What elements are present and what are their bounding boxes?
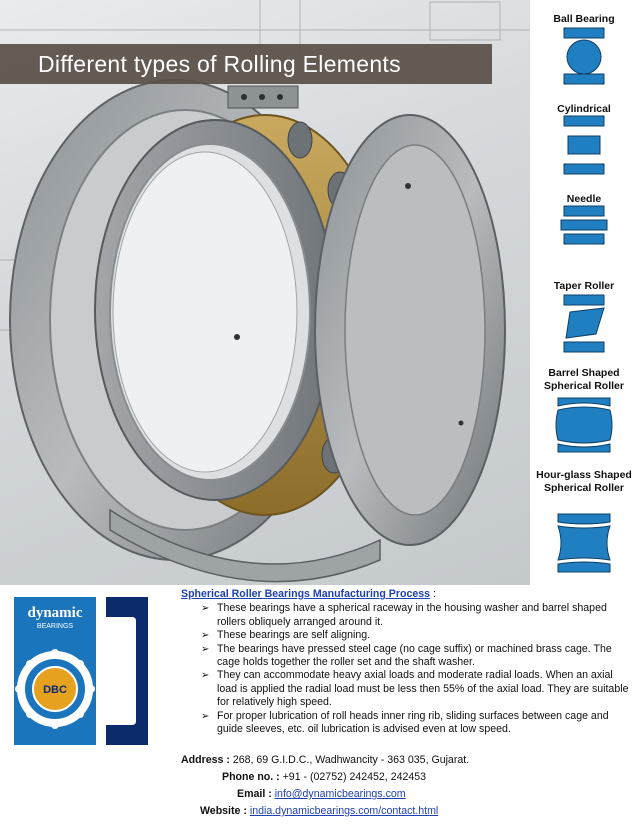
dynamic-bearings-logo (14, 597, 166, 745)
address-line: Address : 268, 69 G.I.D.C., Wadhwancity - 363 035, Gujarat. (181, 754, 470, 766)
phone-line: Phone no. : +91 - (02752) 242452, 242453 (222, 771, 427, 783)
arrow-bullet-icon: ➢ (201, 710, 210, 722)
process-description (181, 588, 633, 736)
svg-text:BEARINGS: BEARINGS (36, 623, 74, 630)
needle-roller-icon (530, 205, 638, 245)
label-hourglass-roller: Hour-glass Shaped Spherical Roller (536, 469, 632, 494)
label-taper-roller: Taper Roller (553, 280, 615, 292)
page-title-banner: Different types of Rolling Elements (0, 44, 492, 84)
list-item: ➢ The bearings have pressed steel cage (no cage suffix) or machined brass cage. The cage holds together the roller set and the shaft washer. (201, 642, 612, 669)
website-line: Website : india.dynamicbearings.com/contact.html (200, 805, 439, 817)
arrow-bullet-icon: ➢ (201, 643, 210, 655)
list-item: ➢ These bearings have a spherical raceway in the housing washer and barrel shaped rollers obliquely arranged around it. (201, 602, 607, 628)
process-heading-line (181, 588, 633, 601)
barrel-roller-icon (530, 396, 638, 454)
svg-text:DBC: DBC (43, 684, 67, 696)
process-points-list (181, 602, 633, 736)
arrow-bullet-icon: ➢ (201, 630, 210, 642)
svg-text:dynamic: dynamic (27, 605, 83, 621)
arrow-bullet-icon: ➢ (201, 670, 210, 682)
list-item: ➢ For proper lubrication of roll heads inner ring rib, sliding surfaces between cage and guide sleeves, etc. oil lubrication is advised even at low speed. (201, 709, 609, 736)
cylindrical-roller-icon (530, 114, 638, 176)
label-needle: Needle (566, 193, 602, 205)
email-link[interactable]: info@dynamicbearings.com (274, 788, 406, 800)
website-link[interactable]: india.dynamicbearings.com/contact.html (249, 805, 439, 817)
taper-roller-icon (530, 294, 638, 354)
company-logo-icon (14, 597, 166, 745)
label-ball-bearing: Ball Bearing (553, 13, 615, 25)
process-heading-link[interactable]: Spherical Roller Bearings Manufacturing Process (181, 588, 431, 600)
email-line: Email : info@dynamicbearings.com (237, 788, 406, 800)
label-barrel-roller: Barrel Shaped Spherical Roller (544, 367, 624, 392)
list-item: ➢ They can accommodate heavy axial loads and moderate radial loads. When an axial load is applied the radial load must be less then 55% of the axial load. They are suitable for relatively high speed. (201, 669, 629, 709)
label-cylindrical: Cylindrical (557, 103, 611, 115)
rolling-elements-sidebar (530, 0, 638, 585)
ball-bearing-icon (530, 26, 638, 86)
heading-suffix: : (430, 588, 436, 600)
list-item: ➢ These bearings are self aligning. (201, 629, 371, 642)
arrow-bullet-icon: ➢ (201, 603, 210, 615)
hourglass-roller-icon (530, 512, 638, 574)
